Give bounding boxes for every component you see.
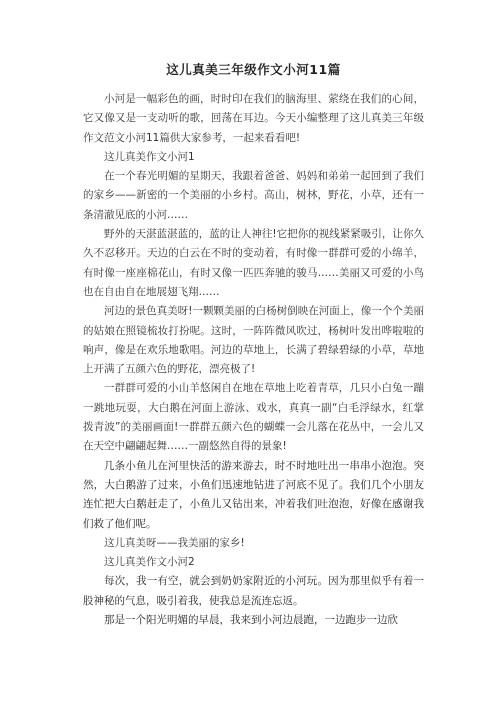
paragraph: 那是一个阳光明媚的早晨，我来到小河边晨跑，一边跑步一边欣 <box>104 614 398 627</box>
document-title: 这儿真美三年级作文小河11篇 <box>166 62 341 77</box>
paragraph: 每次，我一有空，就会到奶奶家附近的小河玩。因为那里似乎有着一股神秘的气息，吸引着我，使我总是流连忘返。 <box>83 575 424 607</box>
paragraph: 河边的景色真美呀!一颗颗美丽的白杨树倒映在河面上，像一个个美丽的姑娘在照镜梳妆打扮呢。这时，一阵阵微风吹过，杨树叶发出哗啦啦的响声，像是在欢乐地歌唱。河边的草地上，长满了碧绿碧绿的小草，草地上开满了五颜六色的野花，漂亮极了! <box>83 305 424 376</box>
paragraph: 野外的天湛蓝湛蓝的，蓝的让人神往!它把你的视线紧紧吸引，让你久久不忍移开。天边的白云在不时的变动着，有时像一群群可爱的小绵羊，有时像一座座棉花山，有时又像一匹匹奔驰的骏马……美丽又可爱的小鸟也在自由自在地展翅飞翔…… <box>83 228 424 298</box>
paragraph: 一群群可爱的小山羊悠闲自在地在草地上吃着青草，几只小白兔一蹦一跳地玩耍，大白鹅在河面上游泳、戏水，真真一副“白毛浮绿水，红掌拨青波”的美丽画面!一群群五颜六色的蝴蝶一会儿落在花丛中，一会儿又在天空中翩翩起舞……一副悠然自得的景象! <box>83 382 424 453</box>
paragraph: 几条小鱼儿在河里快活的游来游去，时不时地吐出一串串小泡泡。突然，大白鹅游了过来，小鱼们迅速地钻进了河底不见了。我们几个小朋友连忙把大白鹅赶走了，小鱼儿又钻出来，冲着我们吐泡泡，好像在感谢我们救了他们呢。 <box>83 459 424 530</box>
section-heading-2: 这儿真美作文小河2 <box>104 556 195 569</box>
paragraph: 在一个春光明媚的星期天，我跟着爸爸、妈妈和弟弟一起回到了我们的家乡——新密的一个美丽的小乡村。高山，树林，野花，小草，还有一条清澈见底的小河…… <box>83 170 424 221</box>
paragraph: 这儿真美呀——我美丽的家乡! <box>104 536 245 549</box>
section-heading-1: 这儿真美作文小河1 <box>104 150 195 163</box>
intro-paragraph: 小河是一幅彩色的画，时时印在我们的脑海里、萦绕在我们的心间，它又像又是一支动听的歌，回荡在耳边。今天小编整理了这儿真美三年级作文范文小河11篇供大家参考，一起来看看吧! <box>83 93 424 144</box>
